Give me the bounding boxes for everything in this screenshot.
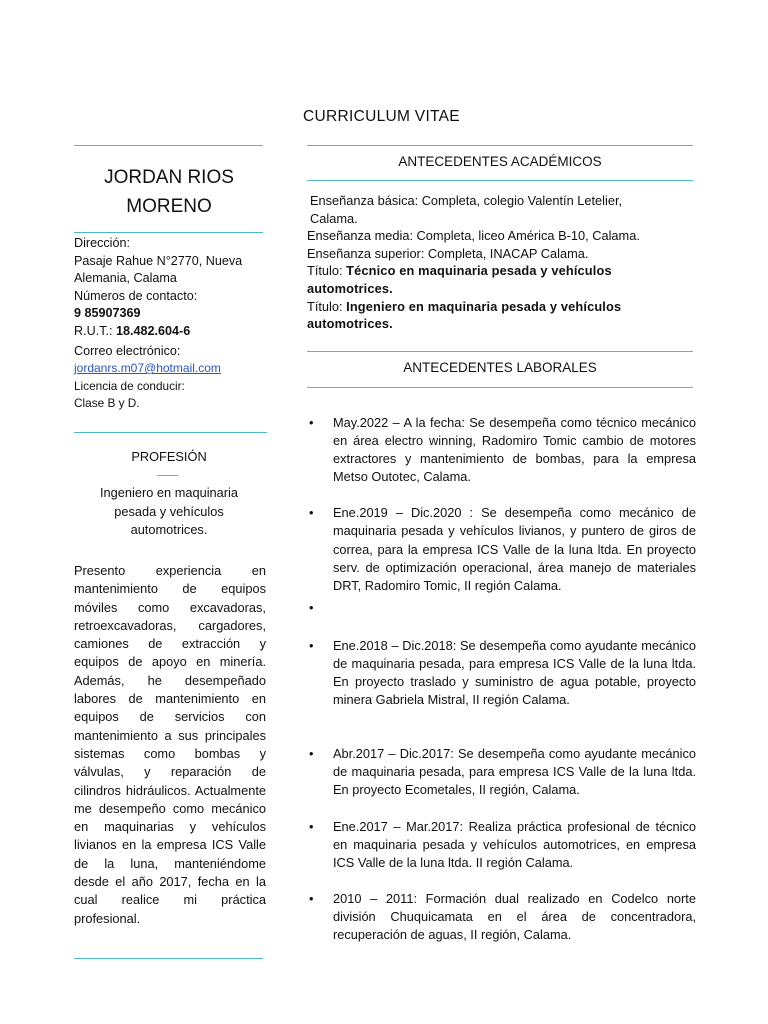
left-rule-name: [74, 232, 263, 233]
profession-title-line-2: pesada y vehículos: [114, 503, 224, 519]
document-title: CURRICULUM VITAE: [303, 108, 460, 125]
right-rule-1: [307, 145, 693, 146]
labor-item-empty: [306, 599, 696, 617]
bullet-icon: •: [309, 746, 314, 762]
title-2-line-1: Ingeniero en maquinaria pesada y vehículos: [346, 298, 622, 314]
profession-title: [74, 484, 264, 540]
title-label: Título:: [307, 263, 347, 279]
labor-item: [306, 504, 696, 594]
labor-text: : Formación dual realizado en Codelco norte división Chuquicamata en el área de concentradora, recuperación de aguas, II región, Calama.: [333, 890, 696, 942]
rut-row: [74, 323, 274, 341]
phone-number: 9 85907369: [74, 306, 141, 321]
address-line-2: Alemania, Calama: [74, 271, 177, 286]
left-rule-contact: [74, 432, 267, 433]
labor-text: : Se desempeña como técnico mecánico en área electro winning, Radomiro Tomic cambio de motores extractores y mantenimiento de bombas, para la empresa Metso Outotec, Calama.: [333, 415, 696, 485]
profession-title-line-1: Ingeniero en maquinaria: [99, 485, 239, 500]
title-1-line-1: Técnico en maquinaria pesada y vehículos: [346, 263, 612, 279]
bullet-icon: •: [309, 818, 314, 834]
labor-item: [306, 818, 696, 872]
labor-item: [306, 637, 696, 709]
email-label: Correo electrónico:: [74, 343, 181, 358]
profession-dash: [157, 475, 178, 476]
name-line-2: MORENO: [126, 196, 212, 217]
labor-period: 2010 – 2011: [333, 890, 414, 906]
license-label: Licencia de conducir:: [74, 378, 185, 393]
academic-media: Enseñanza media: Completa, liceo América B-10, Calama.: [307, 228, 640, 244]
bullet-icon: •: [309, 415, 314, 430]
title-2-line-2: automotrices.: [307, 316, 393, 332]
labor-period: Ene.2019 – Dic.2020: [333, 505, 462, 521]
academic-basic-line-1: Enseñanza básica: Completa, colegio Valentín Letelier,: [310, 193, 623, 208]
title-1-line-2: automotrices.: [307, 280, 393, 296]
labor-item: [306, 890, 696, 944]
right-rule-3: [307, 351, 693, 352]
right-rule-4: [307, 387, 693, 388]
email-link[interactable]: jordanrs.m07@hotmail.com: [74, 361, 221, 376]
academic-heading: ANTECEDENTES ACADÉMICOS: [398, 154, 602, 169]
academic-superior: Enseñanza superior: Completa, INACAP Calama.: [307, 245, 589, 261]
right-rule-2: [307, 180, 693, 181]
labor-period: May.2022 – A la fecha: [333, 415, 462, 430]
name-line-1: JORDAN RIOS: [104, 167, 234, 188]
academic-title-1: [307, 262, 687, 280]
labor-text: : Se desempeña como ayudante mecánico de maquinaria pesada, para empresa ICS Valle de la luna ltda. En proyecto Ecometales, II región, Calama.: [333, 746, 696, 798]
title-label: Título:: [307, 298, 347, 314]
labor-text: : Se desempeña como ayudante mecánico de maquinaria pesada, para empresa ICS Valle de la luna ltda. En proyecto traslado y suministro de agua potable, proyecto minera Gabriela Mistral, II región Calama.: [333, 637, 696, 708]
bullet-icon: •: [309, 890, 314, 906]
contact-block: [74, 235, 274, 413]
labor-list: [306, 414, 696, 962]
labor-text: : Realiza práctica profesional de técnico en maquinaria pesada y vehículos automotrices, en empresa ICS Valle de la luna ltda. II región Calama.: [333, 818, 696, 870]
labor-period: Ene.2018 – Dic.2018: [333, 637, 453, 653]
rut-value: 18.482.604-6: [115, 323, 191, 338]
labor-item: [306, 745, 696, 799]
bullet-icon: •: [309, 505, 314, 521]
left-rule-bottom: [74, 958, 263, 959]
rut-label: R.U.T.:: [74, 323, 116, 338]
labor-period: Abr.2017 – Dic.2017: [333, 746, 451, 762]
labor-text: : Se desempeña como mecánico de maquinaria pesada y vehículos livianos, y puntero de giros de correa, para la empresa ICS Valle de la luna ltda. En proyecto serv. de optimización operacional, área manejo de materiales DRT, Radomiro Tomic, II región Calama.: [333, 505, 696, 593]
profession-heading: PROFESIÓN: [131, 449, 207, 464]
left-rule-top: [74, 145, 263, 146]
academic-basic-line-2: Calama.: [310, 210, 358, 226]
labor-heading: ANTECEDENTES LABORALES: [403, 360, 597, 375]
phone-label: Números de contacto:: [74, 288, 198, 303]
license-value: Clase B y D.: [74, 396, 140, 411]
bullet-icon: •: [309, 599, 314, 615]
profession-summary: Presento experiencia en mantenimiento de equipos móviles como excavadoras, retroexcavadoras, cargadores, camiones de extracción y equipos de apoyo en minería. Además, he desempeñado labores de mantenimiento en equipos de servicios con mantenimiento a sus principales sistemas como bombas y válvulas, y reparación de cilindros hidráulicos. Actualmente me desempeño como mecánico en maquinarias y vehículos livianos en la empresa ICS Valle de la luna, manteniéndome desde el año 2017, fecha en la cual realice mi práctica profesional.: [74, 563, 266, 926]
profession-title-line-3: automotrices.: [130, 522, 208, 537]
person-name: [74, 163, 264, 221]
labor-item: [306, 414, 696, 486]
address-label: Dirección:: [74, 236, 130, 250]
academic-list: [307, 192, 687, 333]
academic-title-2: [307, 298, 687, 316]
address-line-1: Pasaje Rahue N°2770, Nueva: [74, 253, 243, 268]
labor-period: Ene.2017 – Mar.2017: [333, 818, 460, 834]
bullet-icon: •: [309, 637, 314, 653]
